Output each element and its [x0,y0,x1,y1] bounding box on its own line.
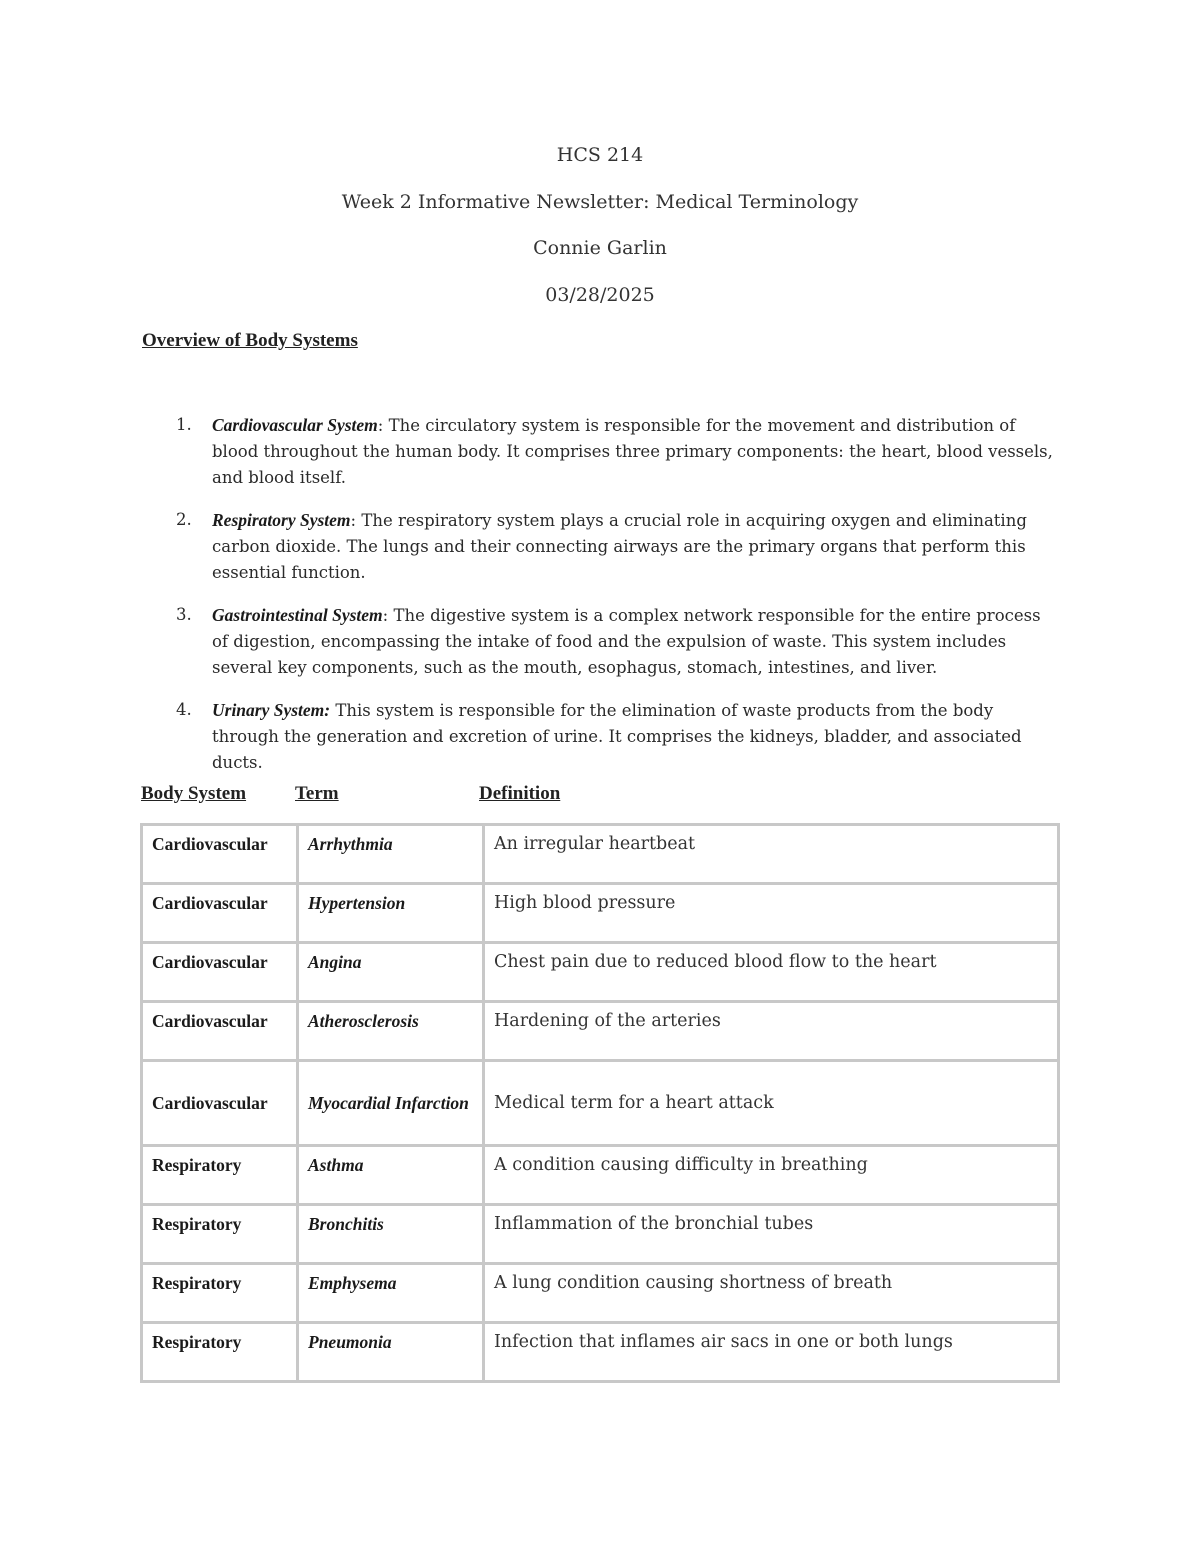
document-date: 03/28/2025 [545,284,655,306]
cell-term: Hypertension [298,884,484,943]
table-row [142,825,1059,884]
table-row [142,943,1059,1002]
overview-heading: Overview of Body Systems [142,330,358,351]
table-row [142,884,1059,943]
system-description: : The digestive system is a complex network responsible for the entire process of digestion, encompassing the intake of food and the expulsion of waste. This system includes several key components, such as the mouth, esophagus, stomach, intestines, and liver. [212,606,1041,677]
cell-definition: Chest pain due to reduced blood flow to the heart [484,943,1059,1002]
list-item [0,602,1200,681]
list-item-number: 4. [176,700,192,719]
cell-term: Pneumonia [298,1323,484,1382]
column-heading-term: Term [295,783,339,804]
cell-definition: An irregular heartbeat [484,825,1059,884]
list-item [0,412,1200,491]
table-row [142,1061,1059,1146]
cell-definition: Hardening of the arteries [484,1002,1059,1061]
table-row [142,1205,1059,1264]
document-title: Week 2 Informative Newsletter: Medical Terminology [341,191,859,213]
cell-body-system: Cardiovascular [142,1002,298,1061]
system-description: : The respiratory system plays a crucial role in acquiring oxygen and eliminating carbon dioxide. The lungs and their connecting airways are the primary organs that perform this essential function. [212,511,1027,582]
cell-definition: High blood pressure [484,884,1059,943]
cell-body-system: Cardiovascular [142,1061,298,1146]
list-item [0,507,1200,586]
table-column-headings [0,783,1200,809]
author-name: Connie Garlin [533,237,667,259]
table-row [142,1002,1059,1061]
cell-definition: Inflammation of the bronchial tubes [484,1205,1059,1264]
system-description: : The circulatory system is responsible for the movement and distribution of blood throughout the human body. It comprises three primary components: the heart, blood vessels, and blood itself. [212,416,1053,487]
cell-definition: Infection that inflames air sacs in one or both lungs [484,1323,1059,1382]
system-description: This system is responsible for the elimination of waste products from the body through the generation and excretion of urine. It comprises the kidneys, bladder, and associated ducts. [212,701,1022,772]
cell-body-system: Respiratory [142,1146,298,1205]
system-name: Gastrointestinal System [212,605,383,625]
cell-body-system: Cardiovascular [142,825,298,884]
table-row [142,1146,1059,1205]
cell-body-system: Cardiovascular [142,884,298,943]
table-row [142,1264,1059,1323]
course-code: HCS 214 [556,144,644,166]
cell-body-system: Cardiovascular [142,943,298,1002]
list-item [0,697,1200,776]
system-name: Respiratory System [212,510,351,530]
system-name: Cardiovascular System [212,415,378,435]
cell-term: Emphysema [298,1264,484,1323]
body-systems-list [0,412,1200,792]
table-row [142,1323,1059,1382]
column-heading-body-system: Body System [141,783,247,804]
cell-definition: A lung condition causing shortness of breath [484,1264,1059,1323]
cell-body-system: Respiratory [142,1264,298,1323]
cell-term: Atherosclerosis [298,1002,484,1061]
cell-term: Angina [298,943,484,1002]
list-item-number: 2. [176,510,192,529]
cell-definition: A condition causing difficulty in breathing [484,1146,1059,1205]
cell-term: Arrhythmia [298,825,484,884]
list-item-number: 1. [176,415,192,434]
list-item-number: 3. [176,605,192,624]
cell-body-system: Respiratory [142,1205,298,1264]
cell-definition: Medical term for a heart attack [484,1061,1059,1146]
terminology-table [140,823,1060,1383]
cell-term: Myocardial Infarction [298,1061,484,1146]
cell-term: Asthma [298,1146,484,1205]
cell-body-system: Respiratory [142,1323,298,1382]
cell-term: Bronchitis [298,1205,484,1264]
system-name: Urinary System: [212,700,331,720]
column-heading-definition: Definition [479,783,561,804]
